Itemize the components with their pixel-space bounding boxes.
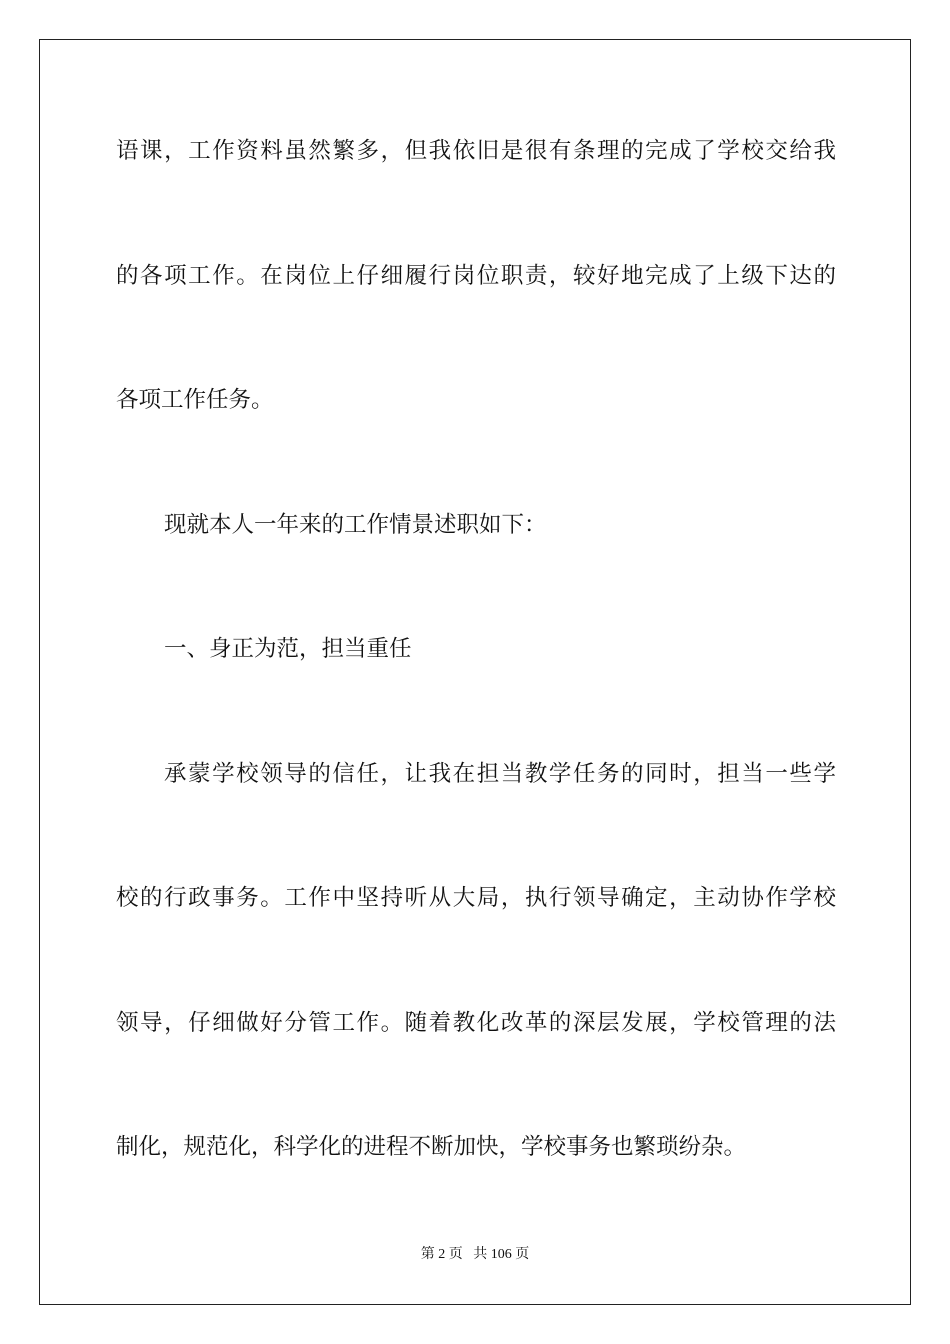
body-line-4: 现就本人一年来的工作情景述职如下： — [164, 512, 547, 538]
section-heading: 一、身正为范，担当重任 — [164, 636, 412, 662]
body-line-7: 校的行政事务。工作中坚持听从大局，执行领导确定，主动协作学校 — [116, 885, 836, 911]
document-page — [39, 39, 911, 1305]
body-line-3: 各项工作任务。 — [116, 387, 274, 413]
body-line-1: 语课，工作资料虽然繁多，但我依旧是很有条理的完成了学校交给我 — [116, 138, 836, 164]
page-number-footer: 第 2 页 共 106 页 — [420, 1247, 530, 1262]
body-line-9: 制化，规范化，科学化的进程不断加快，学校事务也繁琐纷杂。 — [116, 1134, 747, 1160]
body-line-2: 的各项工作。在岗位上仔细履行岗位职责，较好地完成了上级下达的 — [116, 263, 836, 289]
body-line-8: 领导，仔细做好分管工作。随着教化改革的深层发展，学校管理的法 — [116, 1010, 836, 1036]
body-line-6: 承蒙学校领导的信任，让我在担当教学任务的同时，担当一些学 — [164, 761, 836, 787]
